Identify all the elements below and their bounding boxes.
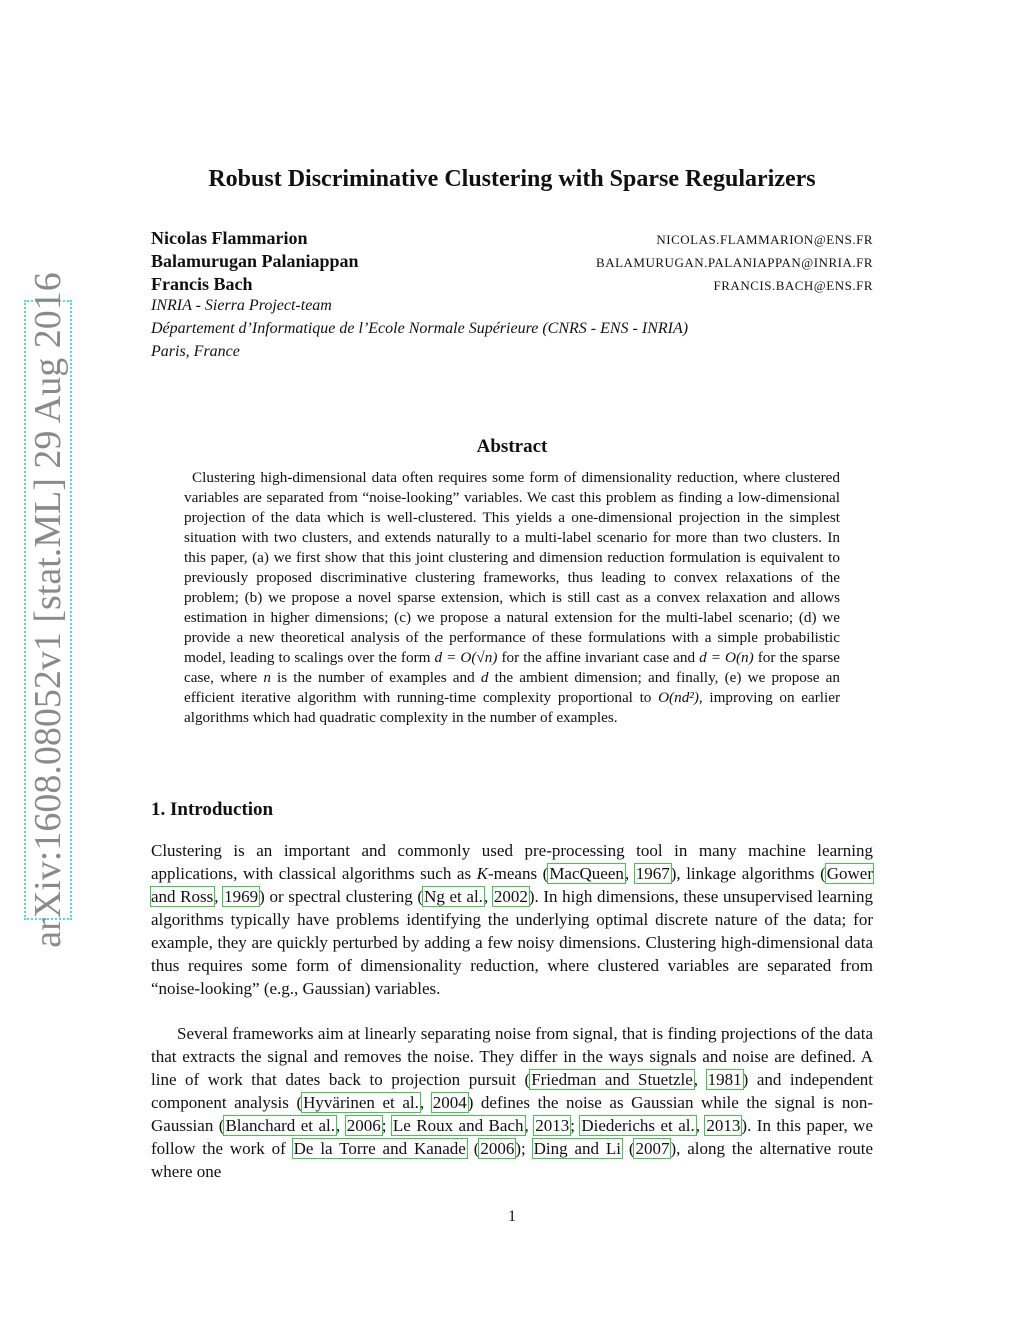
author-row [151,274,873,296]
citation-link[interactable]: Friedman and Stuetzle [531,1070,693,1089]
author-email: FRANCIS.BACH@ENS.FR [713,278,873,293]
math-inline: d = O(n) [699,649,754,666]
citation-link[interactable]: 2004 [432,1093,467,1112]
citation-link[interactable]: 2006 [480,1139,515,1158]
citation-link[interactable]: 2013 [706,1116,741,1135]
citation-link[interactable]: 1981 [707,1070,742,1089]
math-inline: d = O(√n) [434,649,498,666]
intro-paragraph-1: Clustering is an important and commonly used pre-processing tool in many machine learning applications, with classical algorithms such as K-means (MacQueen, 1967), linkage algorithms (Gower and Ross, 1969) or spectral clustering (Ng et al., 2002). In high dimensions, these unsupervised learning algorithms typically have problems identifying the underlying optimal discrete nature of the data; for example, they are quickly perturbed by adding a few noisy dimensions. Clustering high-dimensional data thus requires some form of dimensionality reduction, where clustered variables are separated from “noise-looking” (e.g., Gaussian) variables. [151,841,874,998]
citation-link[interactable]: 2013 [535,1116,570,1135]
citation-link[interactable]: Ng et al. [424,887,483,906]
author-name: Balamurugan Palaniappan [151,251,359,271]
author-name: Nicolas Flammarion [151,228,308,248]
author-email: BALAMURUGAN.PALANIAPPAN@INRIA.FR [596,255,873,270]
math-inline: n [263,669,271,686]
affiliation-line: Paris, France [151,343,240,360]
citation-link[interactable]: Gower and Ross [151,864,874,906]
author-name: Francis Bach [151,274,253,294]
section-heading: 1. Introduction [151,799,274,820]
citation-link[interactable]: 2002 [493,887,528,906]
citation-link[interactable]: De la Torre and Kanade [293,1139,466,1158]
citation-link[interactable]: Diederichs et al. [581,1116,695,1135]
affiliation-line: Département d’Informatique de l’Ecole Normale Supérieure (CNRS - ENS - INRIA) [151,320,689,337]
citation-link[interactable]: 1967 [635,864,670,883]
citation-link[interactable]: Ding and Li [533,1139,621,1158]
author-row [151,251,873,273]
citation-link[interactable]: 1969 [224,887,259,906]
citation-link[interactable]: 2007 [635,1139,670,1158]
arxiv-identifier[interactable]: arXiv:1608.08052v1 [stat.ML] 29 Aug 2016 [24,300,72,920]
page-number: 1 [508,1208,516,1225]
citation-link[interactable]: Blanchard et al. [225,1116,335,1135]
author-row [151,228,873,250]
abstract-body: Clustering high-dimensional data often requires some form of dimensionality reduction, where clustered variables are separated from “noise-looking” variables. We cast this problem as finding a low-dimensional projection of the data which is well-clustered. This yields a one-dimensional projection in the simplest situation with two clusters, and extends naturally to a multi-label scenario for more than two clusters. In this paper, (a) we first show that this joint clustering and dimension reduction formulation is equivalent to previously proposed discriminative clustering frameworks, thus leading to convex relaxations of the problem; (b) we propose a novel sparse extension, which is still cast as a convex relaxation and allows estimation in higher dimensions; (c) we propose a natural extension for the multi-label scenario; (d) we provide a new theoretical analysis of the performance of these formulations with a simple probabilistic model, leading to scalings over the form d = O(√n) for the affine invariant case and d = O(n) for the sparse case, where n is the number of examples and d the ambient dimension; and finally, (e) we propose an efficient iterative algorithm with running-time complexity proportional to O(nd²), improving on earlier algorithms which had quadratic complexity in the number of examples. [184,469,841,726]
paper-title: Robust Discriminative Clustering with Sparse Regularizers [208,166,816,192]
citation-link[interactable]: 2006 [346,1116,381,1135]
citation-link[interactable]: Le Roux and Bach [392,1116,524,1135]
abstract-heading: Abstract [476,436,548,457]
author-email: NICOLAS.FLAMMARION@ENS.FR [656,232,873,247]
math-inline: K [476,864,488,883]
math-inline: O(nd²) [658,689,699,706]
citation-link[interactable]: MacQueen [549,864,624,883]
arxiv-stamp [24,272,72,948]
affiliation-line: INRIA - Sierra Project-team [151,297,332,314]
citation-link[interactable]: Hyvärinen et al. [303,1093,419,1112]
intro-paragraph-2: Several frameworks aim at linearly separating noise from signal, that is finding projections of the data that extracts the signal and removes the noise. They differ in the ways signals and noise are defined. A line of work that dates back to projection pursuit (Friedman and Stuetzle, 1981) and independent component analysis (Hyvärinen et al., 2004) defines the noise as Gaussian while the signal is non-Gaussian (Blanchard et al., 2006; Le Roux and Bach, 2013; Diederichs et al., 2013). In this paper, we follow the work of De la Torre and Kanade (2006); Ding and Li (2007), along the alternative route where one [151,1024,874,1181]
math-inline: d [480,669,489,686]
